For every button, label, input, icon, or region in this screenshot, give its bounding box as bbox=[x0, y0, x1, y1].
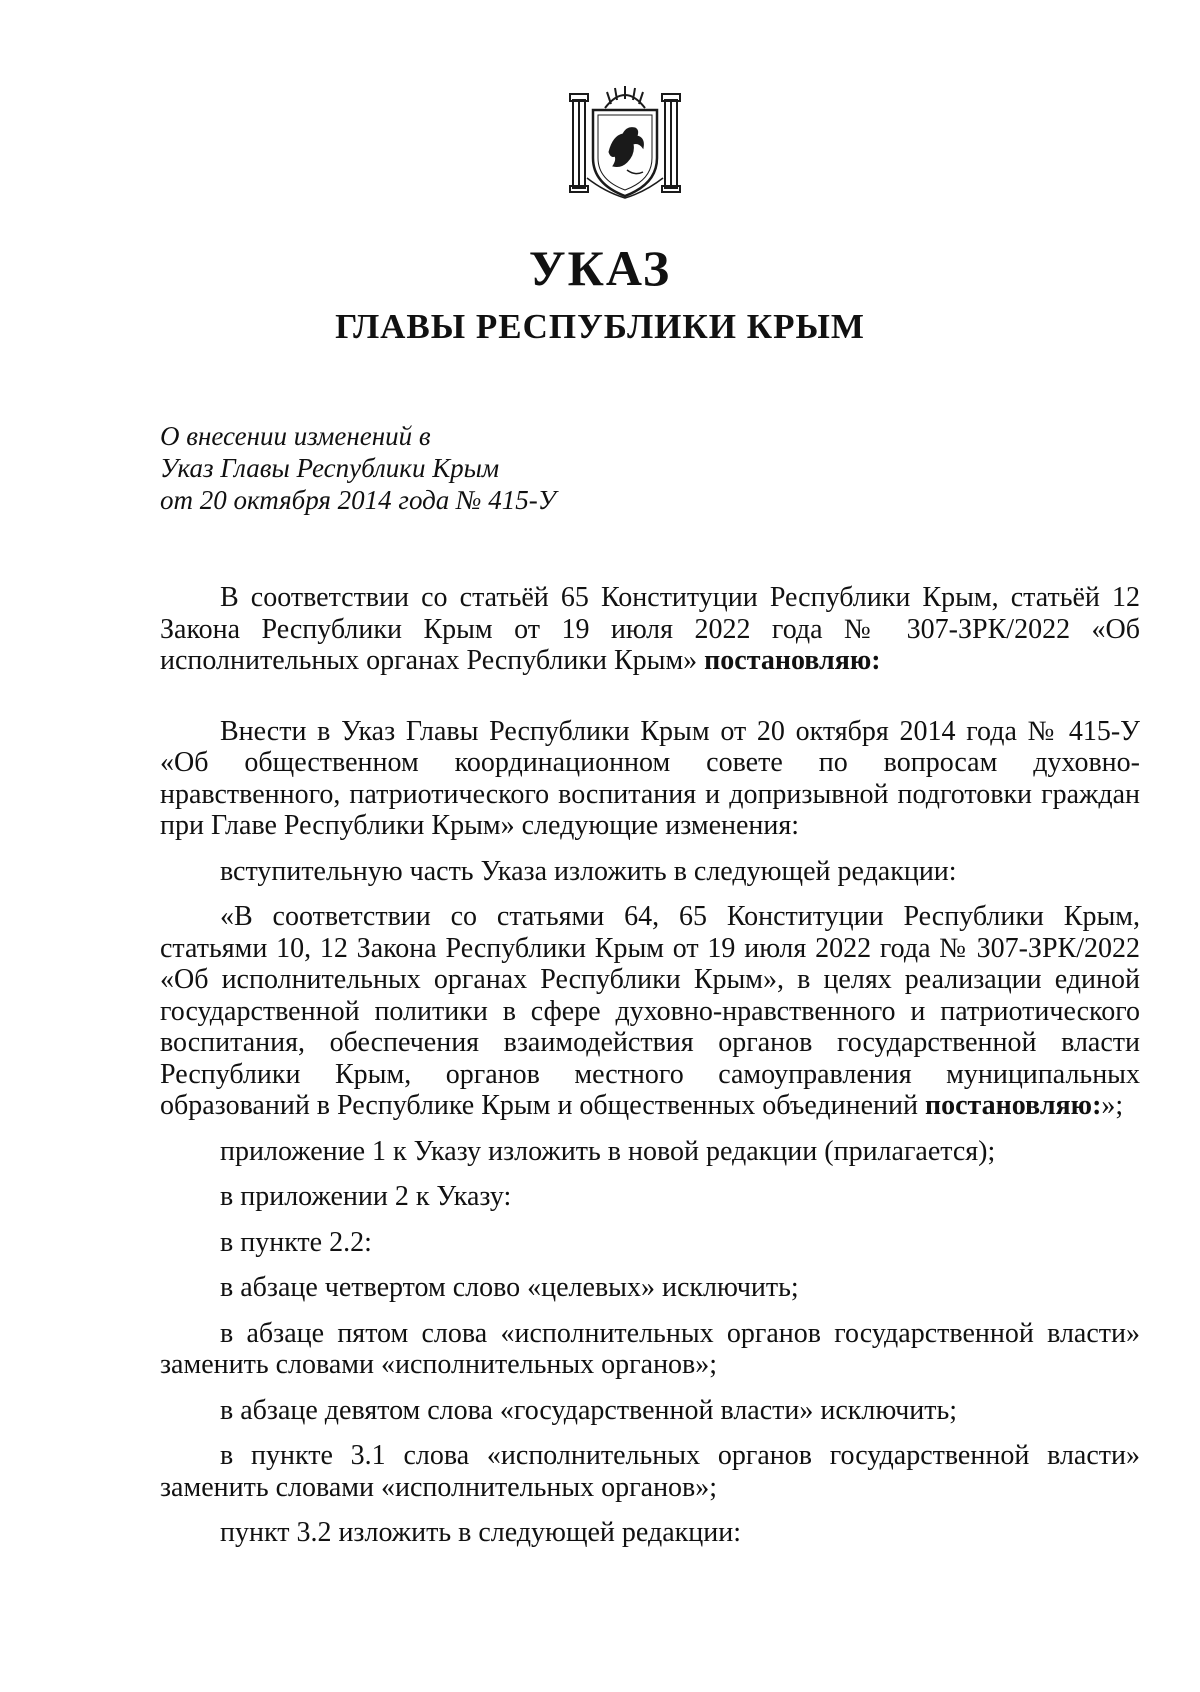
document-title: УКАЗ bbox=[528, 240, 672, 296]
body-paragraph-2: вступительную часть Указа изложить в следующей редакции: bbox=[220, 855, 957, 887]
body-paragraph-5: в приложении 2 к Указу: bbox=[220, 1181, 512, 1212]
body-paragraph-3 bbox=[160, 901, 1140, 1122]
document-subtitle: ГЛАВЫ РЕСПУБЛИКИ КРЫМ bbox=[335, 307, 865, 346]
subject-line: Указ Главы Республики Крым bbox=[160, 453, 500, 483]
body-paragraph-7: в абзаце четвертом слово «целевых» исключить; bbox=[220, 1272, 799, 1303]
preamble-decree-word: постановляю: bbox=[704, 645, 881, 676]
subject-line: от 20 октября 2014 года № 415-У bbox=[160, 485, 556, 515]
body-paragraph-8: в абзаце пятом слова «исполнительных органов государственной власти» заменить словами «исполнительных органов»; bbox=[160, 1317, 1140, 1380]
body-paragraph-11: пункт 3.2 изложить в следующей редакции: bbox=[220, 1517, 741, 1548]
quoted-preamble-text: «В соответствии со статьями 64, 65 Конституции Республики Крым, статьями 10, 12 Закона Республики Крым от 19 июля 2022 года № 307-ЗРК/2022 «Об исполнительных органах Республики Крым», в целях реализации единой государственной политики в сфере духовно-нравственного и патриотического воспитания, обеспечения взаимодействия органов государственной власти Республики Крым, органов местного самоуправления муниципальных образований в Республике Крым и общественных объединений bbox=[160, 901, 1140, 1121]
preamble-paragraph bbox=[160, 582, 1140, 677]
quoted-preamble-end: »; bbox=[1101, 1090, 1124, 1121]
body-paragraph-1: Внести в Указ Главы Республики Крым от 20 октября 2014 года № 415-У «Об общественном координационном совете по вопросам духовно-нравственного, патриотического воспитания и допризывной подготовки граждан при Главе Республики Крым» следующие изменения: bbox=[160, 715, 1140, 841]
body-paragraph-4: приложение 1 к Указу изложить в новой редакции (прилагается); bbox=[220, 1135, 996, 1167]
preamble-text: В соответствии со статьёй 65 Конституции Республики Крым, статьёй 12 Закона Республики Крым от 19 июля 2022 года № 307-ЗРК/2022 «Об исполнительных органах Республики Крым» bbox=[160, 582, 1140, 676]
crimea-coat-of-arms-icon bbox=[565, 80, 685, 202]
body-paragraph-9: в абзаце девятом слова «государственной власти» исключить; bbox=[220, 1394, 958, 1426]
body-paragraph-6: в пункте 2.2: bbox=[220, 1226, 372, 1258]
document-body bbox=[160, 582, 1140, 1549]
document-subject bbox=[160, 420, 760, 516]
quoted-decree-word: постановляю: bbox=[924, 1090, 1102, 1121]
subject-line: О внесении изменений в bbox=[160, 421, 431, 451]
body-paragraph-10: в пункте 3.1 слова «исполнительных органов государственной власти» заменить словами «исполнительных органов»; bbox=[160, 1440, 1140, 1503]
